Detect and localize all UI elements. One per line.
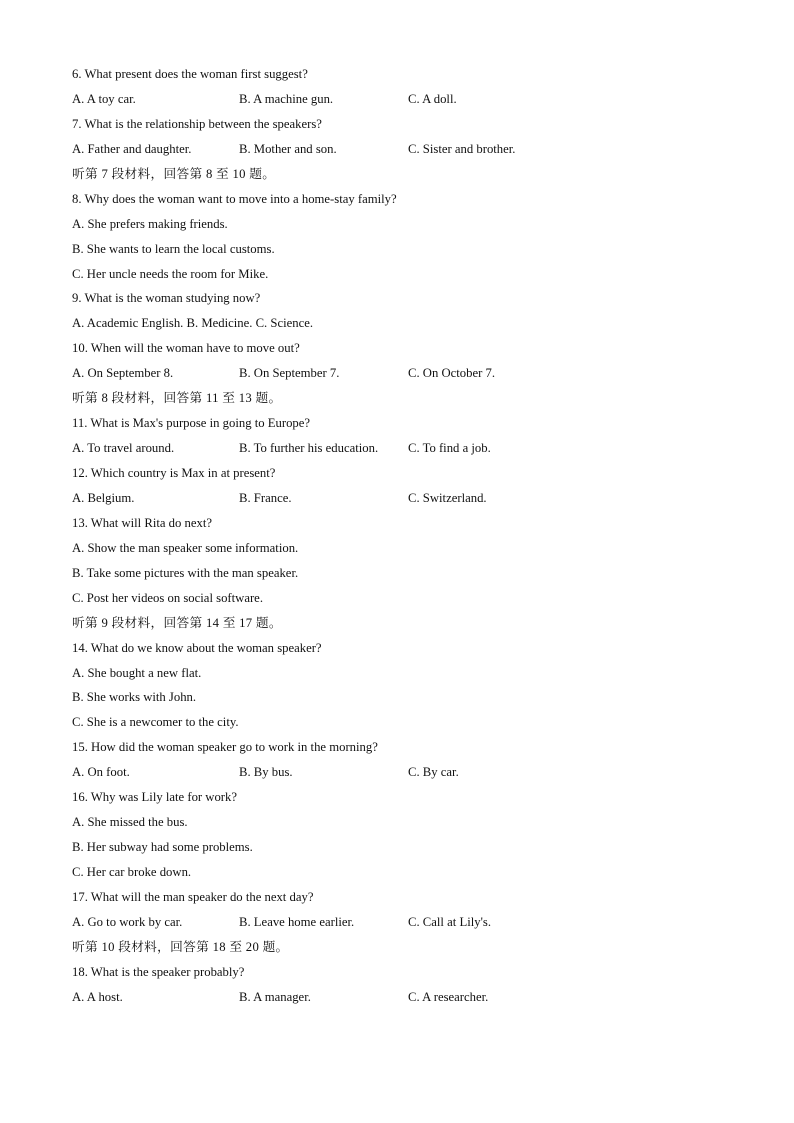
answer-options-row (72, 760, 752, 785)
question-line: 7. What is the relationship between the speakers? (72, 116, 322, 131)
question-line: 9. What is the woman studying now? (72, 291, 261, 306)
question-line: 13. What will Rita do next? (72, 515, 213, 530)
answer-option: C. On October 7. (408, 366, 496, 381)
question-line: A. Show the man speaker some information. (72, 540, 299, 555)
question-line: A. Academic English. B. Medicine. C. Science. (72, 316, 314, 331)
answer-options-row (72, 985, 752, 1010)
answer-option: B. Leave home earlier. (239, 914, 355, 929)
answer-options-row (72, 910, 752, 935)
answer-option: A. Father and daughter. (72, 141, 192, 156)
question-line: 11. What is Max's purpose in going to Europe? (72, 416, 311, 431)
question-line: 8. Why does the woman want to move into a home-stay family? (72, 191, 397, 206)
question-line: C. Her uncle needs the room for Mike. (72, 266, 269, 281)
question-line: 12. Which country is Max in at present? (72, 466, 276, 480)
question-line: 10. When will the woman have to move out? (72, 341, 300, 356)
question-line: 16. Why was Lily late for work? (72, 790, 238, 805)
answer-options-row (72, 486, 752, 511)
answer-option: A. A toy car. (72, 91, 136, 106)
question-line: C. Post her videos on social software. (72, 590, 263, 605)
question-line: A. She missed the bus. (72, 815, 188, 830)
question-line: C. She is a newcomer to the city. (72, 715, 239, 730)
answer-option: B. Mother and son. (239, 141, 337, 156)
answer-option: B. By bus. (239, 765, 293, 780)
answer-option: A. A host. (72, 989, 123, 1004)
answer-option: B. To further his education. (239, 441, 379, 456)
answer-option: A. Belgium. (72, 490, 135, 505)
exam-page-content (72, 62, 752, 1010)
question-line: 6. What present does the woman first suggest? (72, 67, 308, 81)
question-line: 18. What is the speaker probably? (72, 964, 245, 979)
question-line: B. Her subway had some problems. (72, 840, 253, 855)
answer-option: A. Go to work by car. (72, 914, 183, 929)
answer-options-row (72, 436, 752, 461)
answer-option: C. A doll. (408, 91, 457, 106)
answer-option: A. On foot. (72, 765, 130, 780)
question-line: A. She bought a new flat. (72, 665, 202, 680)
answer-option: B. France. (239, 490, 292, 505)
answer-option: C. Switzerland. (408, 490, 487, 505)
answer-option: A. On September 8. (72, 366, 174, 381)
section-instruction: 听第 9 段材料，回答第 14 至 17 题。 (72, 615, 282, 630)
section-instruction: 听第 7 段材料，回答第 8 至 10 题。 (72, 166, 276, 181)
question-line: B. She wants to learn the local customs. (72, 241, 275, 256)
section-instruction: 听第 10 段材料，回答第 18 至 20 题。 (72, 939, 289, 954)
answer-options-row (72, 87, 752, 112)
answer-options-row (72, 137, 752, 162)
answer-option: C. To find a job. (408, 441, 491, 456)
question-line: 14. What do we know about the woman speaker? (72, 640, 322, 655)
question-line: 15. How did the woman speaker go to work in the morning? (72, 740, 378, 755)
answer-option: B. On September 7. (239, 366, 340, 381)
answer-option: C. Call at Lily's. (408, 914, 491, 929)
answer-option: B. A manager. (239, 989, 311, 1004)
answer-option: C. Sister and brother. (408, 141, 516, 156)
question-line: C. Her car broke down. (72, 865, 192, 879)
answer-option: A. To travel around. (72, 441, 175, 456)
question-line: B. Take some pictures with the man speaker. (72, 565, 299, 580)
answer-options-row (72, 361, 752, 386)
section-instruction: 听第 8 段材料，回答第 11 至 13 题。 (72, 391, 282, 406)
answer-option: C. By car. (408, 765, 459, 780)
answer-option: C. A researcher. (408, 989, 489, 1004)
question-line: B. She works with John. (72, 690, 197, 705)
question-line: A. She prefers making friends. (72, 216, 228, 231)
answer-option: B. A machine gun. (239, 91, 334, 106)
question-line: 17. What will the man speaker do the next day? (72, 889, 314, 904)
